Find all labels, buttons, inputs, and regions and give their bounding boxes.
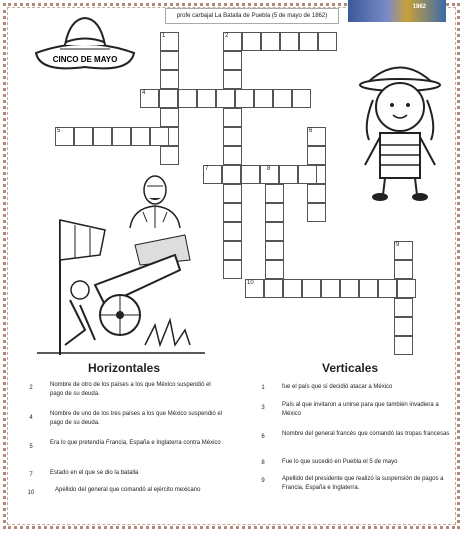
crossword-cell[interactable] — [359, 279, 378, 298]
crossword-cell[interactable] — [150, 127, 169, 146]
clue-text: Estado en el que se dio la batalla — [50, 470, 139, 476]
girl-illustration — [355, 55, 445, 205]
crossword-cell[interactable] — [299, 32, 318, 51]
crossword-cell[interactable] — [321, 279, 340, 298]
grid-number: 9 — [396, 242, 400, 248]
crossword-cell[interactable] — [302, 279, 321, 298]
clue-number: 7 — [29, 472, 33, 478]
clue-number: 2 — [29, 385, 33, 391]
clue-text: Nombre de uno de los tres países a los que México suspendió el pago de su deuda. — [50, 411, 223, 426]
clue-number: 8 — [261, 460, 265, 466]
crossword-cell[interactable] — [307, 203, 326, 222]
crossword-cell[interactable] — [279, 165, 298, 184]
clue-text: País al que invitaron a unirse para que también invadiera a México — [282, 402, 439, 417]
crossword-cell[interactable] — [241, 165, 260, 184]
crossword-cell[interactable] — [160, 108, 179, 127]
crossword-cell[interactable] — [160, 51, 179, 70]
grid-number: 5 — [57, 128, 61, 134]
sombrero-text: CINCO DE MAYO — [52, 55, 118, 64]
crossword-cell[interactable] — [223, 184, 242, 203]
grid-number: 10 — [247, 280, 254, 286]
credit-label: profe carbajal La Batalla de Puebla (5 de mayo de 1862) — [165, 8, 339, 24]
crossword-cell[interactable] — [131, 127, 150, 146]
crossword-cell[interactable] — [223, 241, 242, 260]
crossword-cell[interactable] — [223, 222, 242, 241]
crossword-cell[interactable] — [298, 165, 317, 184]
clue-text: Apellido del presidente que realizó la suspensión de pagos a Francia, España e Inglaterra. — [282, 476, 444, 491]
crossword-cell[interactable] — [112, 127, 131, 146]
header-banner-image — [348, 0, 446, 22]
crossword-cell[interactable] — [283, 279, 302, 298]
clue-number: 1 — [261, 385, 265, 391]
crossword-cell[interactable] — [397, 279, 416, 298]
banner-year: 1862 — [412, 4, 426, 10]
grid-number: 2 — [225, 33, 229, 39]
crossword-cell[interactable] — [378, 279, 397, 298]
crossword-cell[interactable] — [265, 241, 284, 260]
crossword-cell[interactable] — [318, 32, 337, 51]
crossword-cell[interactable] — [265, 184, 284, 203]
crossword-cell[interactable] — [93, 127, 112, 146]
crossword-cell[interactable] — [223, 203, 242, 222]
crossword-cell[interactable] — [235, 89, 254, 108]
clue-text: Nombre de otro de los países a los que México suspendió el pago de su deuda. — [50, 382, 211, 397]
crossword-cell[interactable] — [264, 279, 283, 298]
crossword-cell[interactable] — [254, 89, 273, 108]
crossword-cell[interactable] — [265, 260, 284, 279]
crossword-cell[interactable] — [394, 317, 413, 336]
crossword-cell[interactable] — [394, 260, 413, 279]
grid-number: 7 — [205, 166, 209, 172]
clue-number: 4 — [29, 415, 33, 421]
crossword-cell[interactable] — [74, 127, 93, 146]
grid-number: 8 — [267, 166, 271, 172]
clue-text: Fue lo que sucedió en Puebla el 5 de mayo — [282, 459, 398, 465]
crossword-cell[interactable] — [292, 89, 311, 108]
crossword-cell[interactable] — [307, 146, 326, 165]
horizontal-heading: Horizontales — [88, 361, 161, 375]
crossword-cell[interactable] — [261, 32, 280, 51]
crossword-cell[interactable] — [340, 279, 359, 298]
clue-number: 6 — [261, 434, 265, 440]
crossword-cell[interactable] — [160, 146, 179, 165]
crossword-cell[interactable] — [223, 260, 242, 279]
crossword-cell[interactable] — [223, 127, 242, 146]
grid-number: 4 — [142, 90, 146, 96]
crossword-cell[interactable] — [159, 89, 178, 108]
grid-number: 1 — [162, 33, 166, 39]
crossword-cell[interactable] — [280, 32, 299, 51]
crossword-cell[interactable] — [223, 108, 242, 127]
crossword-cell[interactable] — [265, 203, 284, 222]
crossword-cell[interactable] — [265, 222, 284, 241]
sombrero-illustration — [30, 15, 140, 75]
clue-number: 10 — [27, 490, 35, 496]
clue-text: Apellido del general que comandó al ejército mexicano — [55, 487, 201, 493]
vertical-heading: Verticales — [322, 361, 379, 375]
soldier-cannon-illustration — [35, 215, 215, 360]
crossword-cell[interactable] — [178, 89, 197, 108]
crossword-cell[interactable] — [242, 32, 261, 51]
clue-number: 3 — [261, 405, 265, 411]
grid-number: 6 — [309, 128, 313, 134]
crossword-cell[interactable] — [394, 336, 413, 355]
clue-text: Era lo que pretendía Francia, España e Inglaterra contra México — [50, 440, 221, 446]
clue-text: fue el país que sí decidió atacar a México — [282, 384, 393, 390]
crossword-cell[interactable] — [160, 70, 179, 89]
clue-text: Nombre del general francés que comandó las tropas francesas — [282, 431, 450, 437]
clue-number: 5 — [29, 444, 33, 450]
crossword-cell[interactable] — [223, 70, 242, 89]
crossword-cell[interactable] — [394, 298, 413, 317]
crossword-cell[interactable] — [273, 89, 292, 108]
crossword-cell[interactable] — [307, 184, 326, 203]
crossword-cell[interactable] — [197, 89, 216, 108]
clue-number: 9 — [261, 478, 265, 484]
crossword-cell[interactable] — [222, 165, 241, 184]
crossword-cell[interactable] — [216, 89, 235, 108]
crossword-cell[interactable] — [223, 146, 242, 165]
crossword-cell[interactable] — [223, 51, 242, 70]
